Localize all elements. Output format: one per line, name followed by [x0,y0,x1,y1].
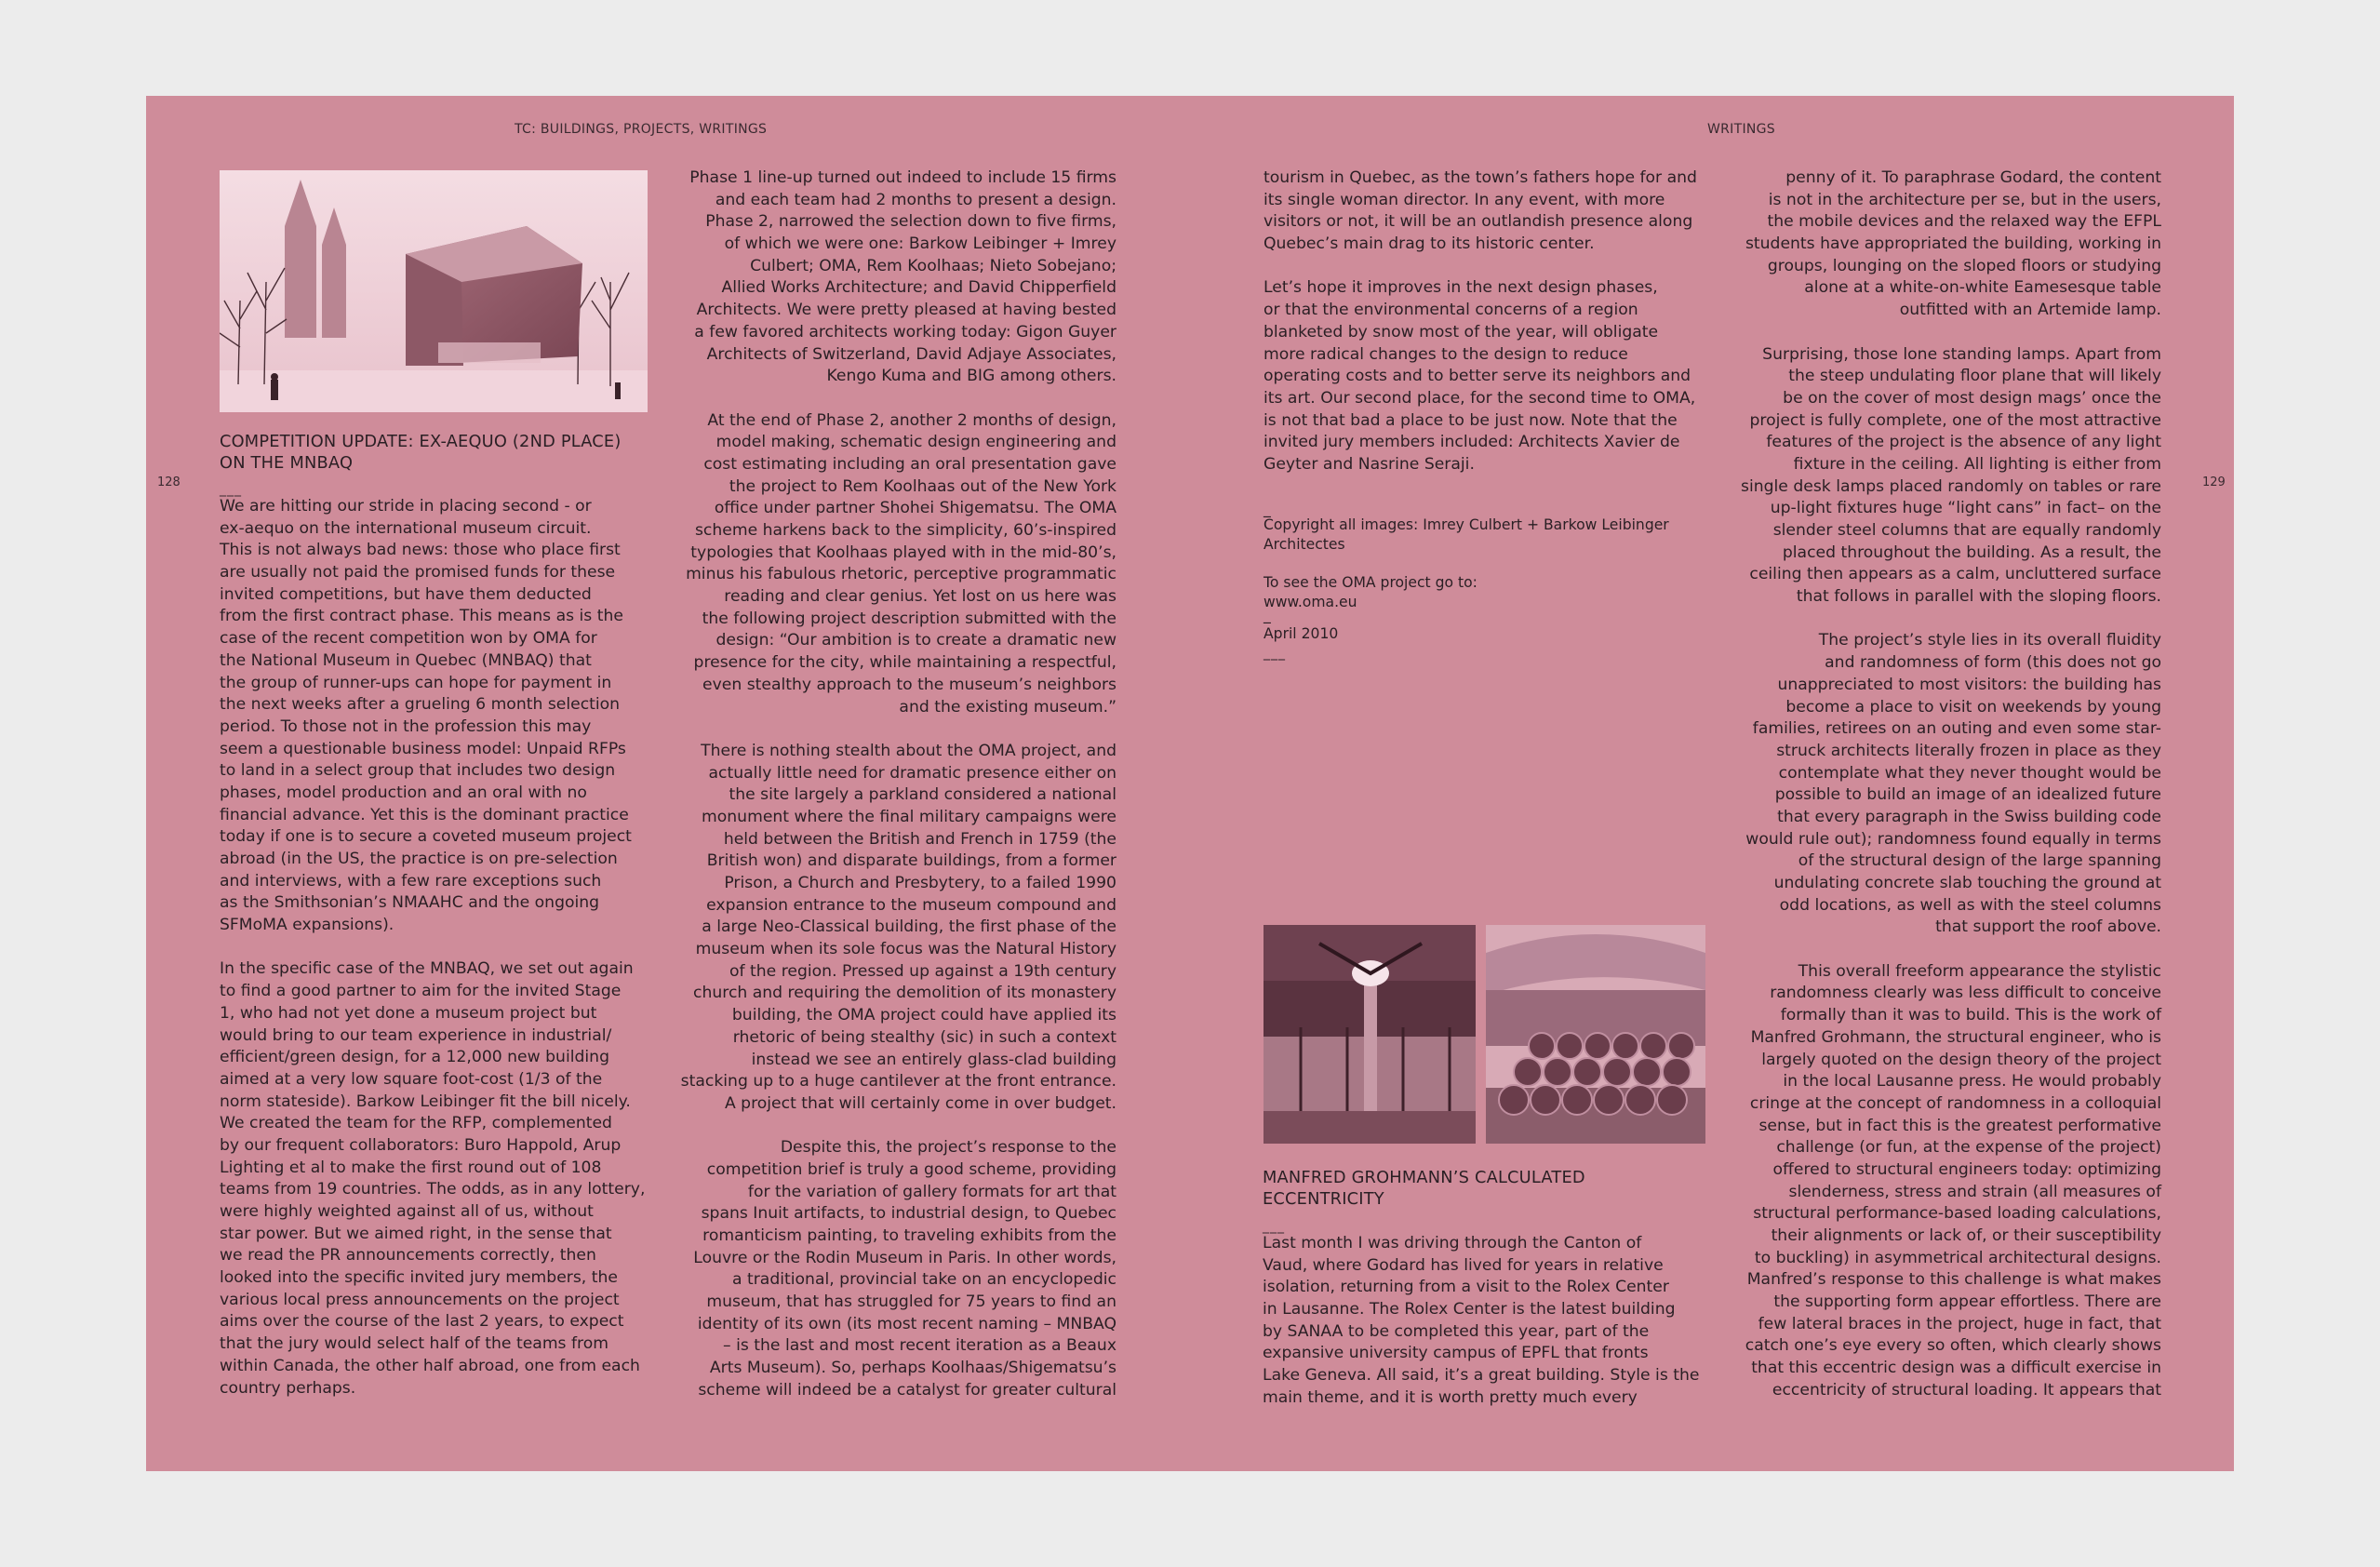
text-line: the National Museum in Quebec (MNBAQ) that [220,650,592,670]
text-line: phases, model production and an oral with no [220,783,587,802]
text-line: office under partner Shohei Shigematsu. The OMA [714,499,1116,518]
running-head-right: WRITINGS [1707,122,1775,137]
credits-mark: _ [1264,501,1271,517]
text-line: to buckling) in asymmetrical architectural designs. [1754,1248,2161,1267]
text-line: alone at a white-on-white Eamesesque table [1804,278,2161,298]
text-line: British won) and disparate buildings, from a former [706,851,1116,871]
text-line [1733,609,2161,631]
text-line: looked into the specific invited jury members, the [220,1268,618,1288]
text-line: museum when its sole focus was the Natural History [695,940,1116,959]
text-line: is not that bad a place to be just now. Note that the [1264,410,1678,430]
text-line: aims over the course of the last 2 years, to expect [220,1312,624,1332]
text-line: Lighting et al to make the first round out of 108 [220,1158,602,1177]
text-line [1733,322,2161,344]
text-line: Despite this, the project’s response to the [780,1138,1116,1158]
text-line: to land in a select group that includes two design [220,761,616,781]
text-line: their alignments or lack of, or their susceptibility [1771,1226,2161,1245]
text-line: efficient/green design, for a 12,000 new building [220,1048,609,1067]
column-3-text [1264,167,1697,476]
text-line: be on the cover of most design mags’ once the [1783,388,2161,408]
text-line: today if one is to secure a coveted museum project [220,827,632,847]
text-line: – is the last and most recent iteration as a Beaux [723,1336,1116,1356]
text-line: we read the PR announcements correctly, then [220,1246,596,1266]
text-line: instead we see an entirely glass-clad building [751,1050,1116,1069]
text-line: design: “Our ambition is to create a dramatic new [715,631,1116,650]
text-line: up-light fixtures huge “light cans” in fact– on the [1770,499,2161,518]
text-line: At the end of Phase 2, another 2 months of design, [707,410,1116,430]
text-line: Geyter and Nasrine Seraji. [1264,454,1475,474]
text-line: that this eccentric design was a difficult exercise in [1751,1359,2161,1378]
credits-mark: _ [1264,607,1271,623]
text-line: that the jury would select half of the teams from [220,1334,608,1354]
text-line: that support the roof above. [1935,917,2161,937]
text-line: would rule out); randomness found equally in terms [1745,829,2161,849]
text-line: sense, but in fact this is the greatest performative [1758,1116,2161,1135]
text-line: Last month I was driving through the Canton of [1263,1234,1642,1252]
text-line: building, the OMA project could have applied its [731,1006,1116,1025]
article-2-text [1263,1233,1699,1410]
text-line: possible to build an image of an idealized future [1774,785,2161,805]
text-line: and randomness of form (this does not go [1825,653,2161,673]
text-line: Arts Museum). So, perhaps Koolhaas/Shigematsu’s [709,1359,1116,1378]
text-line: contemplate what they never thought would be [1778,763,2161,783]
text-line [670,1116,1116,1138]
article-1-title [220,431,622,474]
text-line: the mobile devices and the relaxed way the EFPL [1767,212,2161,232]
text-line: SFMoMA expansions). [220,916,394,935]
text-line: country perhaps. [220,1378,356,1398]
text-line: undulating concrete slab touching the ground at [1773,874,2161,892]
text-line: Phase 2, narrowed the selection down to five firms, [705,212,1116,232]
text-line: structural performance-based loading calculations, [1753,1204,2161,1224]
text-line: become a place to visit on weekends by young [1785,697,2161,717]
text-line: visitors or not, it will be an outlandish presence along [1264,212,1693,232]
text-line: single desk lamps placed randomly on tables or rare [1741,476,2161,496]
text-line: and each team had 2 months to present a design. [715,190,1116,209]
text-line: were highly weighted against all of us, without [220,1202,594,1221]
text-line [220,937,645,959]
text-line: the project to Rem Koolhaas out of the New York [729,476,1116,496]
text-line: 1, who had not yet done a museum project but [220,1003,597,1023]
text-line: to find a good partner to aim for the invited Stage [220,982,622,1001]
text-line: fixture in the ceiling. All lighting is either from [1793,454,2161,474]
text-line: of which we were one: Barkow Leibinger + Imrey [724,234,1116,254]
text-line: Culbert; OMA, Rem Koolhaas; Nieto Sobejano; [750,256,1116,275]
article-1-rule: ___ [220,482,242,497]
article-2-title-line: ECCENTRICITY [1263,1189,1384,1209]
text-line: are usually not paid the promised funds for these [220,563,616,583]
text-line: slenderness, stress and strain (all measures of [1788,1182,2161,1201]
text-line: spans Inuit artifacts, to industrial design, to Quebec [701,1204,1116,1224]
text-line: project is fully complete, one of the most attractive [1749,410,2161,430]
text-line: Architects of Switzerland, David Adjaye Associates, [706,344,1116,364]
text-line: the supporting form appear effortless. There are [1773,1292,2161,1312]
text-line: held between the British and French in 1759 (the [723,829,1116,849]
text-line: rhetoric of being stealthy (sic) in such a context [732,1027,1116,1047]
text-line: catch one’s eye every so often, which clearly shows [1745,1336,2161,1356]
text-line: expansive university campus of EPFL that fronts [1263,1344,1649,1363]
text-line [670,718,1116,741]
text-line: the next weeks after a grueling 6 month selection [220,695,621,715]
text-line: We created the team for the RFP, complemented [220,1114,612,1133]
text-line: identity of its own (its most recent naming – MNBAQ [697,1314,1116,1333]
copyright-line: Copyright all images: Imrey Culbert + Barkow Leibinger [1264,516,1669,533]
text-line: ex-aequo on the international museum circuit. [220,518,592,538]
credits-rule: ___ [1264,646,1286,661]
column-4-text [1733,167,2161,1402]
text-line: more radical changes to the design to reduce [1264,344,1628,364]
text-line: eccentricity of structural loading. It appears that [1772,1380,2161,1400]
text-line: offered to structural engineers today: optimizing [1772,1159,2161,1179]
text-line: and the existing museum.” [899,697,1116,717]
text-line: reading and clear genius. Yet lost on us here was [724,587,1116,607]
text-line: typologies that Koolhaas played with in the mid-80’s, [690,542,1116,562]
text-line: Louvre or the Rodin Museum in Paris. In other words, [693,1248,1116,1267]
text-line: the following project description submitted with the [702,609,1116,628]
text-line: romanticism painting, to traveling exhibits from the [702,1226,1116,1245]
text-line: expansion entrance to the museum compound and [706,895,1116,915]
text-line: within Canada, the other half abroad, one from each [220,1356,640,1375]
text-line: its art. Our second place, for the second time to OMA, [1264,388,1696,408]
text-line: groups, lounging on the sloped floors or studying [1767,256,2161,275]
text-line: from the first contract phase. This means as is the [220,607,623,626]
column-1-text [220,496,645,1400]
text-line: by our frequent collaborators: Buro Happold, Arup [220,1135,622,1155]
text-line: aimed at a very low square foot-cost (1/3 of the [220,1069,603,1089]
copyright-line: Architectes [1264,536,1345,553]
text-line: Vaud, where Godard has lived for years in relative [1263,1255,1664,1275]
text-line: the group of runner-ups can hope for payment in [220,673,612,692]
text-line: invited competitions, but have them deducted [220,584,592,604]
spacer [1264,555,1669,573]
text-line: seem a questionable business model: Unpaid RFPs [220,739,626,758]
text-line: the steep undulating floor plane that will likely [1788,367,2161,386]
text-line: slender steel columns that are equally randomly [1772,521,2161,540]
text-line: actually little need for dramatic presence either on [708,763,1116,783]
folio-right: 129 [2202,475,2226,489]
text-line: a large Neo-Classical building, the first phase of the [702,917,1116,937]
text-line: ceiling then appears as a calm, uncluttered surface [1749,565,2161,584]
text-line: various local press announcements on the project [220,1290,620,1309]
text-line [1264,256,1697,278]
text-line: Quebec’s main drag to its historic center. [1264,234,1595,254]
text-line: formally than it was to build. This is the work of [1780,1006,2161,1025]
text-line: as the Smithsonian’s NMAAHC and the ongoing [220,893,600,913]
article-2-title [1263,1167,1585,1210]
text-line: star power. But we aimed right, in the sense that [220,1224,612,1243]
text-line: This is not always bad news: those who place first [220,541,621,560]
running-head-left: TC: BUILDINGS, PROJECTS, WRITINGS [515,122,768,137]
text-line: The project’s style lies in its overall fluidity [1818,631,2161,650]
text-line: We are hitting our stride in placing second - or [220,497,592,516]
article-2-title-line: MANFRED GROHMANN’S CALCULATED [1263,1168,1585,1187]
folio-left: 128 [157,475,181,489]
text-line: cringe at the concept of randomness in a colloquial [1749,1093,2161,1113]
text-line: abroad (in the US, the practice is on pre-selection [220,850,618,868]
text-line: isolation, returning from a visit to the Rolex Center [1263,1278,1669,1297]
text-line: challenge (or fun, at the expense of the project) [1776,1138,2161,1158]
rolex-center-exterior-photo [1486,925,1705,1144]
text-line: Let’s hope it improves in the next design phases, [1264,278,1658,298]
text-line: stacking up to a huge cantilever at the front entrance. [680,1072,1116,1092]
text-line: students have appropriated the building, working in [1745,234,2161,254]
text-line [1733,939,2161,961]
text-line: There is nothing stealth about the OMA project, and [701,741,1116,760]
oma-link-label: To see the OMA project go to: [1264,574,1477,591]
text-line: Allied Works Architecture; and David Chipperfield [721,278,1116,298]
text-line: for the variation of gallery formats for art that [747,1182,1116,1201]
text-line: is not in the architecture per se, but in the users, [1768,190,2161,209]
text-line: struck architects literally frozen in place as they [1776,741,2161,760]
text-line: teams from 19 countries. The odds, as in any lottery, [220,1180,646,1199]
text-line: This overall freeform appearance the stylistic [1798,961,2161,981]
text-line [670,388,1116,410]
text-line: norm stateside). Barkow Leibinger fit the bill nicely. [220,1092,631,1111]
text-line: In the specific case of the MNBAQ, we set out again [220,959,634,979]
text-line: model making, schematic design engineering and [715,433,1116,452]
article-date: April 2010 [1264,625,1339,642]
text-line: odd locations, as well as with the steel columns [1779,895,2161,915]
text-line: largely quoted on the design theory of the project [1761,1050,2161,1069]
text-line: families, retirees on an outing and even some star- [1752,719,2161,739]
credits-block [1264,501,1669,663]
text-line: museum, that has struggled for 75 years to find an [706,1292,1116,1312]
text-line: placed throughout the building. As a result, the [1782,542,2161,562]
text-line: cost estimating including an oral presentation gave [703,454,1116,474]
text-line: minus his fabulous rhetoric, perceptive programmatic [686,565,1116,584]
text-line: in Lausanne. The Rolex Center is the latest building [1263,1300,1676,1319]
text-line: Kengo Kuma and BIG among others. [826,367,1116,386]
text-line: features of the project is the absence of any light [1766,433,2161,452]
rolex-center-interior-photo [1264,925,1476,1144]
text-line: period. To those not in the profession this may [220,717,592,736]
text-line: Prison, a Church and Presbytery, to a failed 1990 [724,874,1116,892]
text-line: competition brief is truly a good scheme, providing [706,1159,1116,1179]
text-line: unappreciated to most visitors: the building has [1777,675,2161,694]
text-line: or that the environmental concerns of a region [1264,301,1638,320]
text-line: that follows in parallel with the sloping floors. [1796,587,2161,607]
text-line: randomness clearly was less difficult to conceive [1770,984,2161,1003]
text-line: outfitted with an Artemide lamp. [1899,301,2161,320]
text-line: A project that will certainly come in over budget. [724,1093,1116,1113]
text-line: case of the recent competition won by OMA for [220,629,597,649]
text-line: operating costs and to better serve its neighbors and [1264,367,1691,386]
article-1-title-line: ON THE MNBAQ [220,453,354,473]
text-line: a few favored architects working today: Gigon Guyer [694,322,1116,342]
text-line: blanketed by snow most of the year, will obligate [1264,322,1659,342]
text-line: in the local Lausanne press. He would probably [1783,1072,2161,1092]
text-line: invited jury members included: Architects Xavier de [1264,433,1680,452]
text-line: Architects. We were pretty pleased at having bested [696,301,1116,320]
text-line: Manfred Grohmann, the structural engineer, who is [1750,1027,2161,1047]
text-line: few lateral braces in the project, huge in fact, that [1758,1314,2161,1333]
text-line: monument where the final military campaigns were [702,807,1116,826]
text-line: would bring to our team experience in industrial/ [220,1025,612,1045]
text-line: of the region. Pressed up against a 19th century [729,961,1116,981]
text-line: Surprising, those lone standing lamps. Apart from [1762,344,2161,364]
text-line: Phase 1 line-up turned out indeed to include 15 firms [689,168,1116,187]
text-line: its single woman director. In any event, with more [1264,190,1665,209]
text-line: even stealthy approach to the museum’s neighbors [702,675,1116,694]
column-2-text [670,167,1116,1402]
museum-rendering-image [220,170,648,412]
text-line: Manfred’s response to this challenge is what makes [1746,1270,2161,1290]
text-line: a traditional, provincial take on an encyclopedic [732,1270,1116,1290]
text-line: the site largely a parkland considered a national [729,785,1116,805]
text-line: that every paragraph in the Swiss building code [1777,807,2161,826]
text-line: financial advance. Yet this is the dominant practice [220,805,629,824]
text-line: by SANAA to be completed this year, part of the [1263,1321,1650,1341]
text-line: penny of it. To paraphrase Godard, the content [1785,168,2161,187]
text-line: tourism in Quebec, as the town’s fathers hope for and [1264,168,1697,187]
article-1-title-line: COMPETITION UPDATE: EX-AEQUO (2ND PLACE) [220,432,622,451]
text-line: church and requiring the demolition of its monastery [693,984,1116,1003]
text-line: scheme will indeed be a catalyst for greater cultural [698,1380,1116,1400]
text-line: of the structural design of the large spanning [1798,851,2161,871]
text-line: and interviews, with a few rare exceptions such [220,871,602,891]
oma-link[interactable]: www.oma.eu [1264,594,1357,610]
text-line: main theme, and it is worth pretty much every [1263,1387,1638,1407]
article-2-rule: ___ [1263,1219,1285,1234]
text-line: Lake Geneva. All said, it’s a great building. Style is the [1263,1366,1700,1386]
text-line: scheme harkens back to the simplicity, 60’s-inspired [694,521,1116,540]
text-line: presence for the city, while maintaining a respectful, [693,653,1116,673]
